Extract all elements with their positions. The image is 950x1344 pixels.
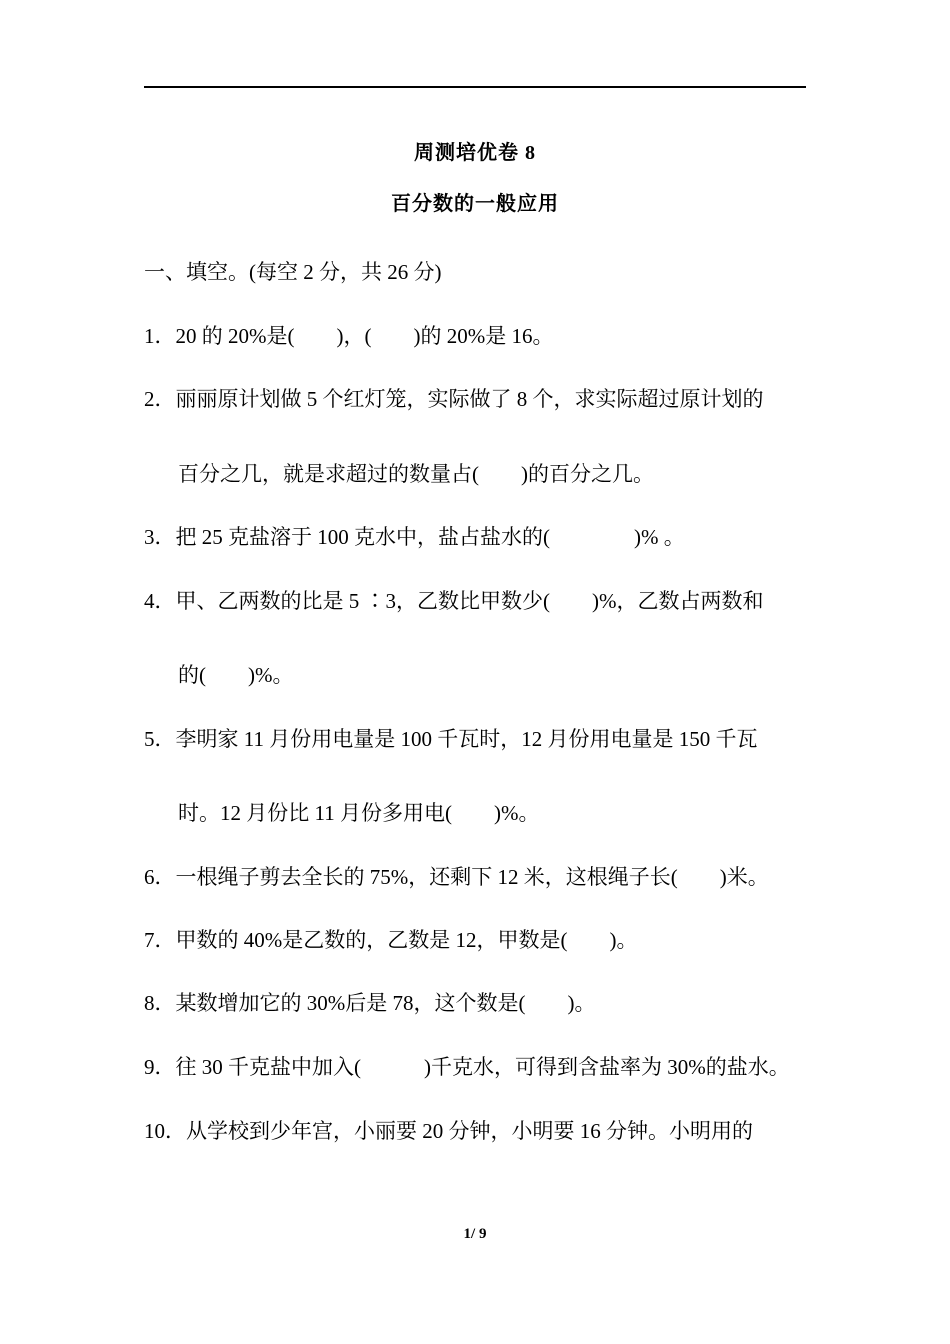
question-2-continued: 百分之几，就是求超过的数量占( )的百分之几。 [178, 462, 654, 486]
question-3: 3．把 25 克盐溶于 100 克水中，盐占盐水的( )% 。 [144, 525, 685, 549]
page-subtitle: 百分数的一般应用 [391, 193, 559, 215]
page-number: 1/ 9 [463, 1226, 487, 1242]
question-2: 2．丽丽原计划做 5 个红灯笼，实际做了 8 个，求实际超过原计划的 [144, 387, 764, 411]
header-rule [144, 86, 806, 88]
question-10: 10．从学校到少年宫，小丽要 20 分钟，小明要 16 分钟。小明用的 [144, 1119, 753, 1143]
question-5: 5．李明家 11 月份用电量是 100 千瓦时，12 月份用电量是 150 千瓦 [144, 727, 758, 751]
question-7: 7．甲数的 40%是乙数的，乙数是 12，甲数是( )。 [144, 928, 638, 952]
question-4-continued: 的( )%。 [178, 663, 294, 687]
section-heading: 一、填空。(每空 2 分，共 26 分) [144, 260, 442, 284]
question-8: 8．某数增加它的 30%后是 78，这个数是( )。 [144, 991, 596, 1015]
question-4: 4．甲、乙两数的比是 5 ∶3，乙数比甲数少( )%，乙数占两数和 [144, 589, 764, 613]
page-title: 周测培优卷 8 [414, 142, 536, 164]
question-5-continued: 时。12 月份比 11 月份多用电( )%。 [178, 801, 540, 825]
question-6: 6．一根绳子剪去全长的 75%，还剩下 12 米，这根绳子长( )米。 [144, 865, 769, 889]
question-1: 1．20 的 20%是( )，( )的 20%是 16。 [144, 324, 554, 348]
question-9: 9．往 30 千克盐中加入( )千克水，可得到含盐率为 30%的盐水。 [144, 1055, 790, 1079]
